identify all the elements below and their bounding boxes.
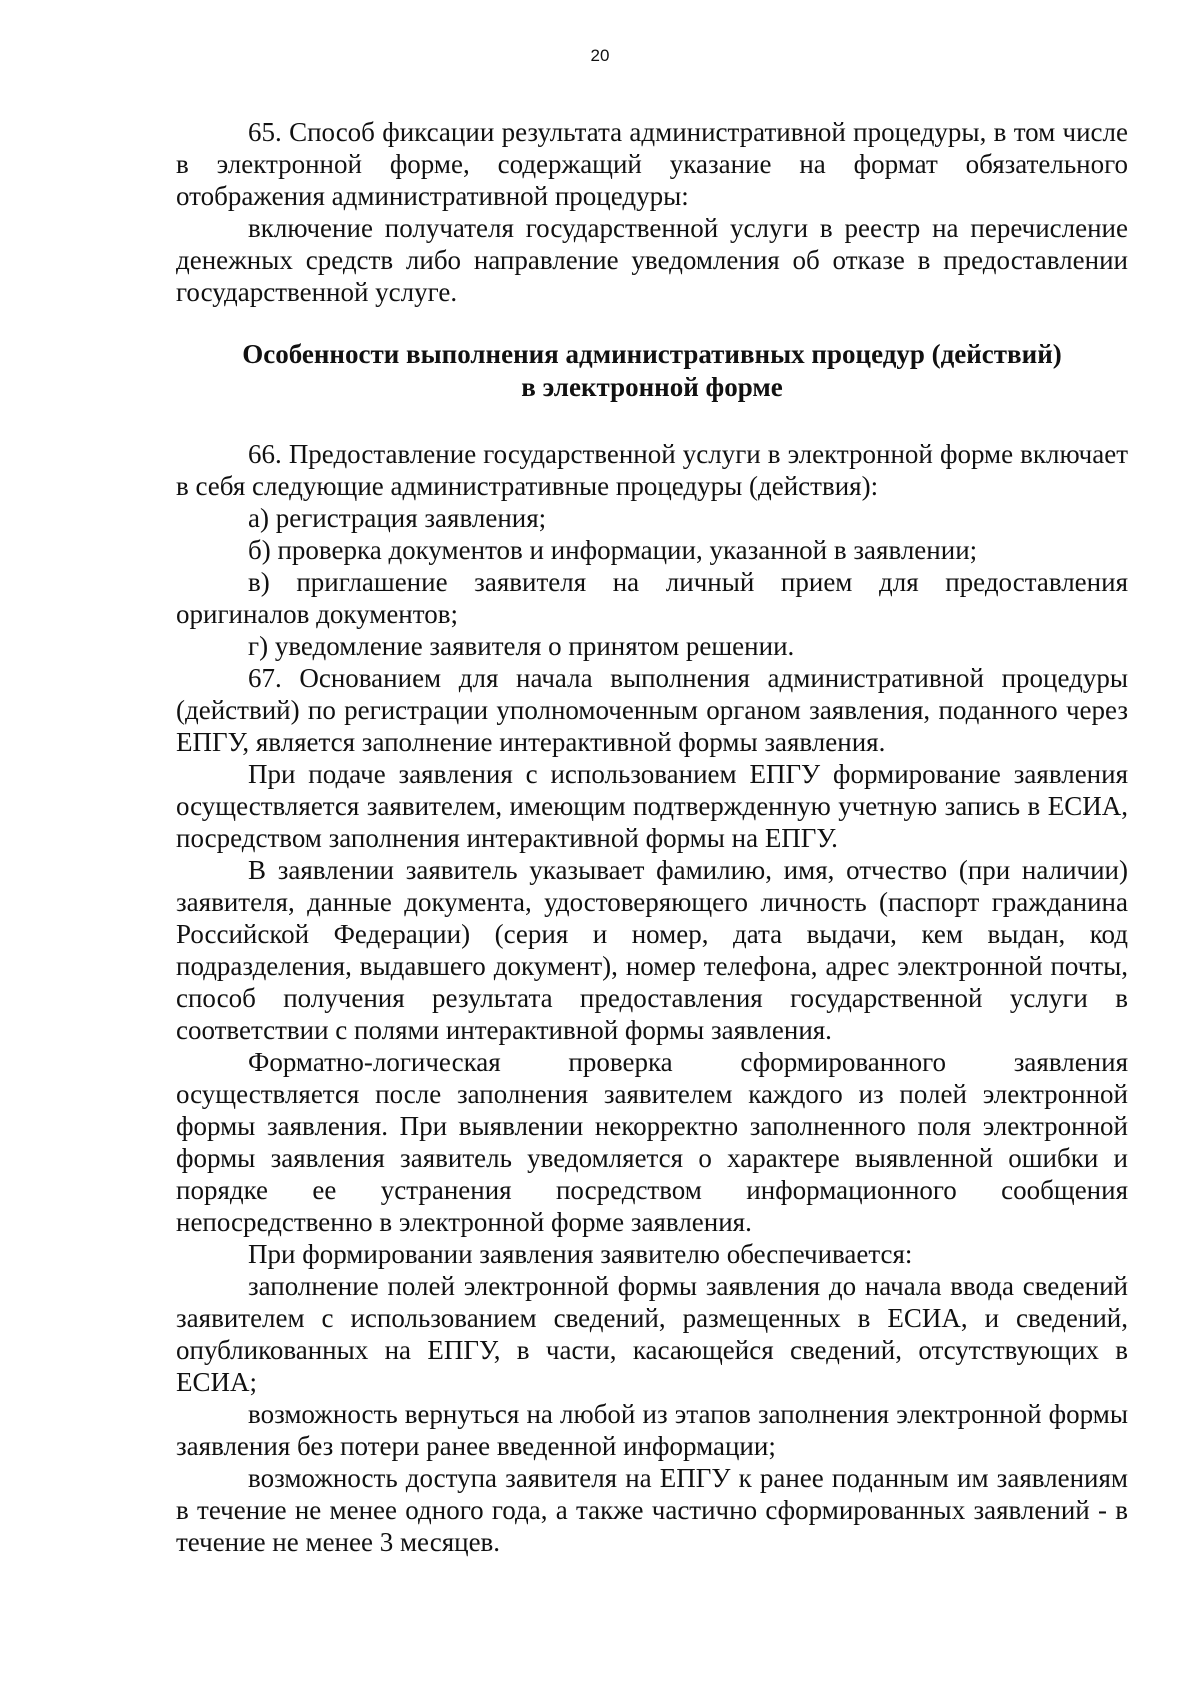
paragraph-65: 65. Способ фиксации результата административной процедуры, в том числе в электронной форме, содержащий указание на формат обязательного отображения административной процедуры: (176, 117, 1128, 211)
paragraph-autofill: заполнение полей электронной формы заявления до начала ввода сведений заявителем с использованием сведений, размещенных в ЕСИА, и сведений, опубликованных на ЕПГУ, в части, касающейся сведений, отсутствующих в ЕСИА; (176, 1271, 1128, 1397)
list-item-c: в) приглашение заявителя на личный прием для предоставления оригиналов документов; (176, 567, 1128, 629)
paragraph-66: 66. Предоставление государственной услуги в электронной форме включает в себя следующие административные процедуры (действия): (176, 439, 1128, 501)
paragraph-epgu-submission: При подаче заявления с использованием ЕПГУ формирование заявления осуществляется заявителем, имеющим подтвержденную учетную запись в ЕСИА, посредством заполнения интерактивной формы на ЕПГУ. (176, 759, 1128, 853)
paragraph-format-check: Форматно-логическая проверка сформированного заявления осуществляется после заполнения заявителем каждого из полей электронной формы заявления. При выявлении некорректно заполненного поля электронной формы заявления заявитель уведомляется о характере выявленной ошибки и порядке ее устранения посредством информационного сообщения непосредственно в электронной форме заявления. (176, 1047, 1128, 1237)
list-item-a: а) регистрация заявления; (248, 503, 547, 533)
paragraph-access-history: возможность доступа заявителя на ЕПГУ к ранее поданным им заявлениям в течение не менее одного года, а также частично сформированных заявлений - в течение не менее 3 месяцев. (176, 1463, 1128, 1557)
document-body (176, 116, 1128, 1558)
page-number: 20 (590, 46, 610, 65)
paragraph-applicant-data: В заявлении заявитель указывает фамилию, имя, отчество (при наличии) заявителя, данные документа, удостоверяющего личность (паспорт гражданина Российской Федерации) (серия и номер, дата выдачи, кем выдан, код подразделения, выдавшего документ), номер телефона, адрес электронной почты, способ получения результата предоставления государственной услуги в соответствии с полями интерактивной формы заявления. (176, 855, 1128, 1045)
section-heading (176, 338, 1128, 404)
list-item-b: б) проверка документов и информации, указанной в заявлении; (248, 535, 978, 565)
list-item-d: г) уведомление заявителя о принятом решении. (248, 631, 795, 661)
paragraph-provided-features: При формировании заявления заявителю обеспечивается: (248, 1239, 913, 1269)
paragraph-return-to-step: возможность вернуться на любой из этапов заполнения электронной формы заявления без потери ранее введенной информации; (176, 1399, 1128, 1461)
section-heading-line-2: в электронной форме (521, 372, 783, 402)
paragraph-67: 67. Основанием для начала выполнения административной процедуры (действий) по регистрации уполномоченным органом заявления, поданного через ЕПГУ, является заполнение интерактивной формы заявления. (176, 663, 1128, 757)
paragraph-65-result: включение получателя государственной услуги в реестр на перечисление денежных средств либо направление уведомления об отказе в предоставлении государственной услуге. (176, 213, 1128, 307)
section-heading-line-1: Особенности выполнения административных процедур (действий) (242, 339, 1062, 369)
